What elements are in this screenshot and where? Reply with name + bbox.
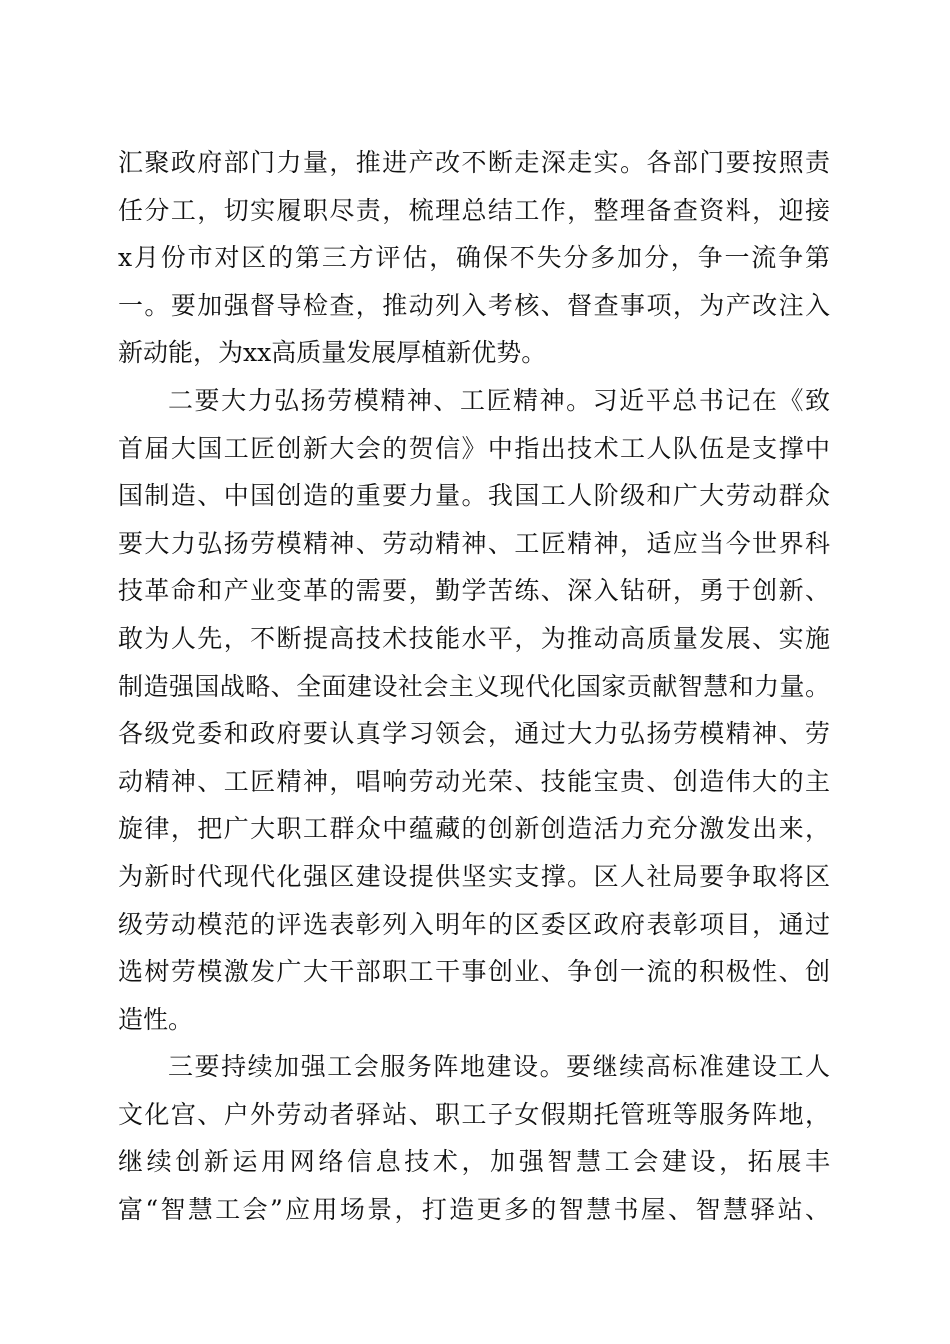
text-line: 国制造、中国创造的重要力量。我国工人阶级和广大劳动群众 [118, 481, 830, 511]
text-line: 动精神、工匠精神，唱响劳动光荣、技能宝贵、创造伟大的主 [118, 766, 830, 796]
text-line: 技革命和产业变革的需要，勤学苦练、深入钻研，勇于创新、 [118, 576, 830, 606]
text-line: 文化宫、户外劳动者驿站、职工子女假期托管班等服务阵地， [118, 1099, 830, 1129]
text-line: 为新时代现代化强区建设提供坚实支撑。区人社局要争取将区 [118, 861, 830, 891]
text-line: 敢为人先，不断提高技术技能水平，为推动高质量发展、实施 [118, 623, 830, 653]
text-line: 造性。 [118, 1004, 194, 1034]
text-line: x月份市对区的第三方评估，确保不失分多加分，争一流争第 [118, 243, 830, 273]
text-line: 富“智慧工会”应用场景，打造更多的智慧书屋、智慧驿站、 [118, 1195, 830, 1225]
text-line: 选树劳模激发广大干部职工干事创业、争创一流的积极性、创 [118, 957, 830, 987]
body-text [118, 139, 830, 1234]
text-line: 制造强国战略、全面建设社会主义现代化国家贡献智慧和力量。 [118, 671, 830, 701]
text-line: 旋律，把广大职工群众中蕴藏的创新创造活力充分激发出来， [118, 814, 830, 844]
text-line: 任分工，切实履职尽责，梳理总结工作，整理备查资料，迎接 [118, 195, 830, 225]
text-line: 二要大力弘扬劳模精神、工匠精神。习近平总书记在《致 [168, 385, 830, 415]
paragraph-1 [118, 139, 830, 377]
text-line: 汇聚政府部门力量，推进产改不断走深走实。各部门要按照责 [118, 148, 830, 177]
text-line: 要大力弘扬劳模精神、劳动精神、工匠精神，适应当今世界科 [118, 528, 830, 558]
text-line: 一。要加强督导检查，推动列入考核、督查事项，为产改注入 [118, 290, 830, 320]
paragraph-2 [118, 377, 830, 1043]
paragraph-3 [118, 1043, 830, 1233]
text-line: 新动能，为xx高质量发展厚植新优势。 [118, 338, 547, 368]
text-line: 级劳动模范的评选表彰列入明年的区委区政府表彰项目，通过 [118, 909, 830, 939]
text-line: 继续创新运用网络信息技术，加强智慧工会建设，拓展丰 [118, 1147, 830, 1177]
text-line: 三要持续加强工会服务阵地建设。要继续高标准建设工人 [168, 1052, 830, 1082]
text-line: 首届大国工匠创新大会的贺信》中指出技术工人队伍是支撑中 [118, 433, 830, 463]
text-line: 各级党委和政府要认真学习领会，通过大力弘扬劳模精神、劳 [118, 719, 830, 749]
